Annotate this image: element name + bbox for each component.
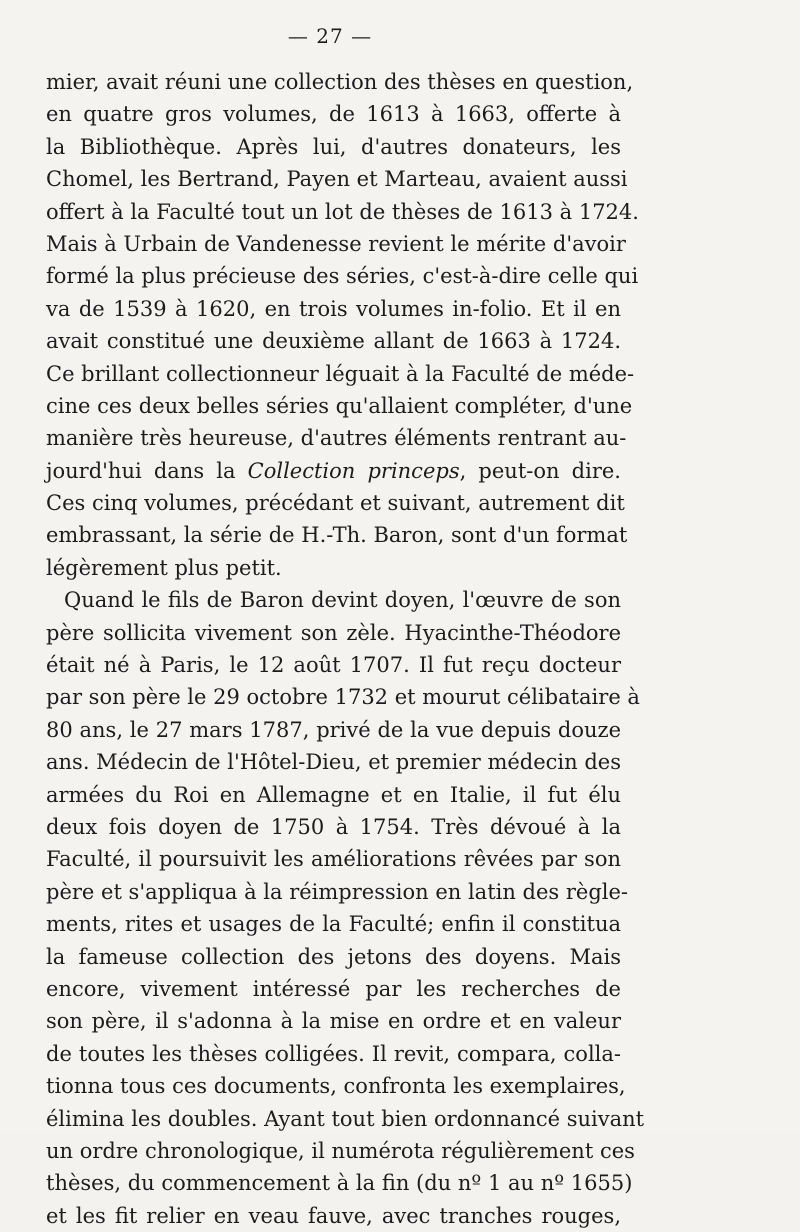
text-line: la fameuse collection des jetons des doyens. Mais <box>46 944 621 969</box>
text-line: embrassant, la série de H.-Th. Baron, sont d'un format <box>46 523 628 548</box>
text-line: 80 ans, le 27 mars 1787, privé de la vue depuis douze <box>46 717 621 742</box>
text-line: élimina les doubles. Ayant tout bien ordonnancé suivant <box>46 1106 645 1131</box>
text-line: de toutes les thèses colligées. Il revit, compara, colla- <box>46 1041 621 1066</box>
text-line: par son père le 29 octobre 1732 et mourut célibataire à <box>46 685 640 710</box>
text-line: père sollicita vivement son zèle. Hyacinthe-Théodore <box>46 620 621 645</box>
text-line: manière très heureuse, d'autres éléments rentrant au- <box>46 426 627 451</box>
text-line: et les fit relier en veau fauve, avec tranches rouges, <box>46 1203 621 1228</box>
body-text <box>46 66 645 1232</box>
text-line: avait constitué une deuxième allant de 1663 à 1724. <box>46 329 621 354</box>
text-line: encore, vivement intéressé par les recherches de <box>46 976 621 1001</box>
page-number: — 27 — <box>287 24 373 48</box>
text-line: mier, avait réuni une collection des thèses en question, <box>46 70 634 94</box>
text-line: était né à Paris, le 12 août 1707. Il fut reçu docteur <box>46 653 621 678</box>
text-line: va de 1539 à 1620, en trois volumes in-folio. Et il en <box>46 296 621 321</box>
text-line: thèses, du commencement à la fin (du nº 1 au nº 1655) <box>46 1171 633 1196</box>
paragraph-start-line: Quand le fils de Baron devint doyen, l'œuvre de son <box>64 588 621 613</box>
text-line: Faculté, il poursuivit les améliorations rêvées par son <box>46 847 621 872</box>
text-line: armées du Roi en Allemagne et en Italie, il fut élu <box>46 782 621 807</box>
text-line: Mais à Urbain de Vandenesse revient le mérite d'avoir <box>46 231 626 256</box>
text-line: deux fois doyen de 1750 à 1754. Très dévoué à la <box>46 814 621 839</box>
text-line: un ordre chronologique, il numérota régulièrement ces <box>46 1138 635 1163</box>
text-line: Ce brillant collectionneur léguait à la Faculté de méde- <box>46 361 635 386</box>
text-line: Chomel, les Bertrand, Payen et Marteau, avaient aussi <box>46 167 628 192</box>
text-line-with-italic <box>46 455 621 487</box>
text-line: ans. Médecin de l'Hôtel-Dieu, et premier médecin des <box>46 750 621 775</box>
text-fragment: jourd'hui dans la <box>46 458 236 483</box>
text-line: formé la plus précieuse des séries, c'est-à-dire celle qui <box>46 264 639 289</box>
text-line: ments, rites et usages de la Faculté; enfin il constitua <box>46 912 621 937</box>
text-line: la Bibliothèque. Après lui, d'autres donateurs, les <box>46 134 621 159</box>
text-fragment: , peut-on dire. <box>459 458 621 483</box>
text-line: offert à la Faculté tout un lot de thèses de 1613 à 1724. <box>46 199 639 224</box>
text-line: Ces cinq volumes, précédant et suivant, autrement dit <box>46 491 625 516</box>
text-line: cine ces deux belles séries qu'allaient compléter, d'une <box>46 393 633 418</box>
text-line: en quatre gros volumes, de 1613 à 1663, offerte à <box>46 102 621 127</box>
italic-phrase: Collection princeps <box>247 458 460 483</box>
text-line: père et s'appliqua à la réimpression en latin des règle- <box>46 879 629 904</box>
text-line: son père, il s'adonna à la mise en ordre et en valeur <box>46 1009 621 1034</box>
text-line: tionna tous ces documents, confronta les exemplaires, <box>46 1074 626 1099</box>
text-line: légèrement plus petit. <box>46 555 282 580</box>
